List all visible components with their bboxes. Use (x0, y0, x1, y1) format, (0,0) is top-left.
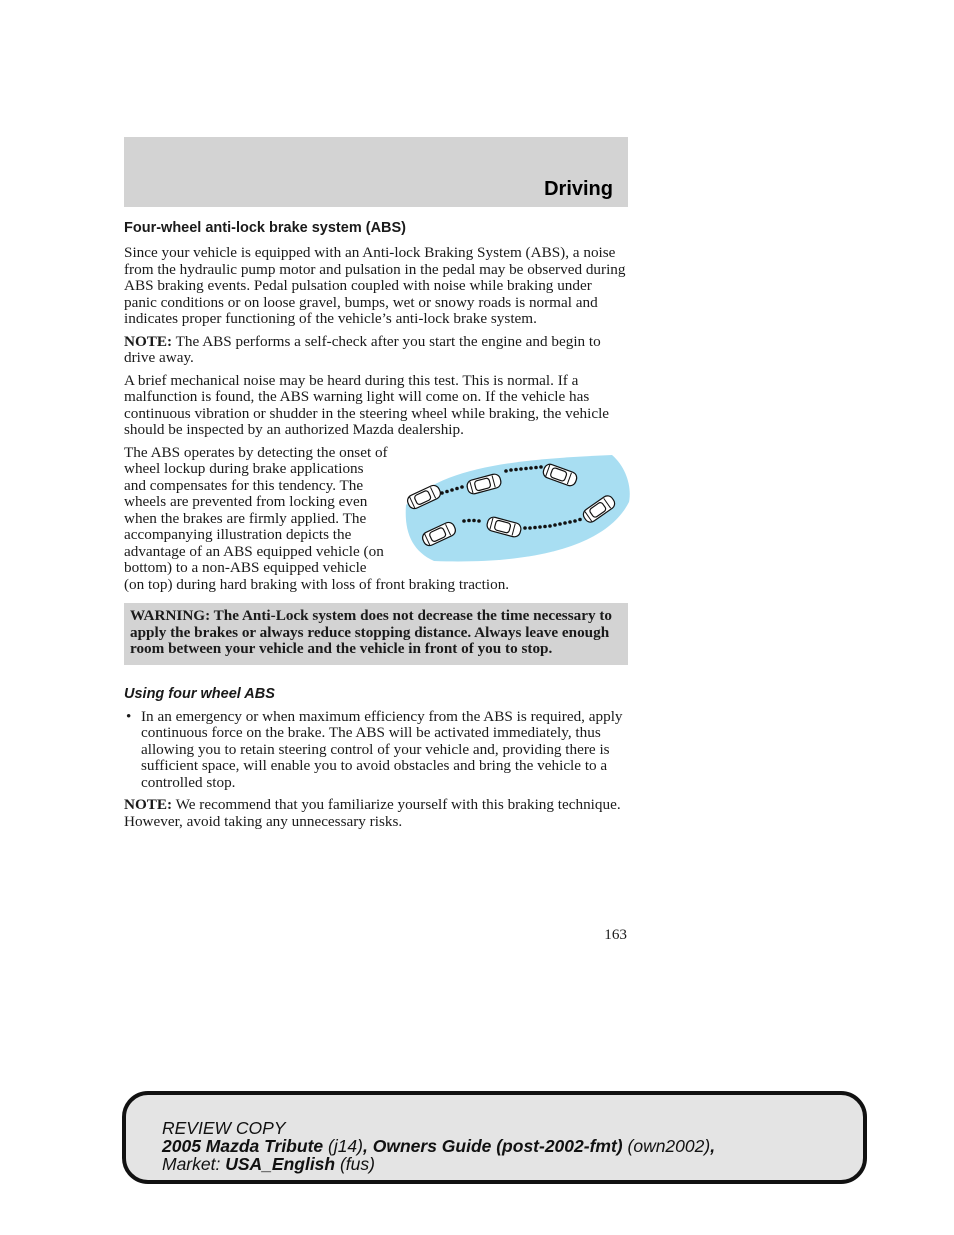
note-technique (124, 797, 628, 830)
dot (548, 524, 552, 528)
using-abs-heading: Using four wheel ABS (124, 685, 275, 702)
dot (524, 466, 528, 470)
note-label: NOTE: (124, 796, 173, 813)
list-item (124, 709, 628, 792)
dot (509, 468, 513, 472)
dot (514, 467, 518, 471)
abs-illustration-svg (394, 447, 634, 572)
dot (528, 526, 532, 530)
note-text: The ABS performs a self-check after you start the engine and begin to drive away. (124, 332, 601, 366)
dot (563, 521, 567, 525)
review-label: REVIEW COPY (162, 1118, 286, 1138)
page-number: 163 (604, 926, 627, 943)
review-copy-text (162, 1119, 715, 1173)
note-self-check (124, 334, 628, 367)
abs-intro-paragraph: Since your vehicle is equipped with an Anti-lock Braking System (ABS), a noise from the hydraulic pump motor and pulsation in the pedal may be observed during ABS braking events. Pedal pulsation coupled with noise while braking under panic conditions or on loose gravel, bumps, wet or snowy roads is normal and indicates proper functioning of the vehicle’s anti-lock brake system. (124, 244, 626, 327)
dot (504, 469, 508, 473)
publication-line (162, 1137, 715, 1155)
dot (553, 523, 557, 527)
separator: , (710, 1136, 716, 1156)
bullet-icon: • (126, 707, 132, 725)
guide-name: Owners Guide (post-2002-fmt) (372, 1136, 623, 1156)
abs-operation-paragraph: The ABS operates by detecting the onset of wheel lockup during brake applications and compensates for this tendency. The wheels are prevented from locking even when the brakes are firmly applied. The accompanying illustration depicts the advantage of an ABS equipped vehicle (on bottom) to a non-ABS equipped vehicle (on top) during hard braking with loss of front braking traction. (124, 443, 510, 593)
dot (529, 466, 533, 470)
abs-illustration (394, 447, 634, 572)
bullet-text: In an emergency or when maximum efficiency from the ABS is required, apply continuous force on the brake. The ABS will be activated immediately, thus allowing you to retain steering control of your vehicle and, providing there is sufficient space, will enable you to avoid obstacles and bring the vehicle to a controlled stop. (141, 707, 623, 791)
market-code: (fus) (335, 1154, 375, 1174)
dot (534, 465, 538, 469)
page-content (124, 219, 628, 836)
note-label: NOTE: (124, 332, 173, 350)
market-label: Market: (162, 1154, 226, 1174)
separator: , (363, 1136, 373, 1156)
dot (467, 518, 471, 522)
section-header-bar (124, 137, 628, 207)
note-text: We recommend that you familiarize yourself with this braking technique. However, avoid taking any unnecessary risks. (124, 796, 621, 830)
dot (462, 519, 466, 523)
dot (455, 486, 459, 490)
dot (543, 524, 547, 528)
dot (523, 526, 527, 530)
section-title: Driving (544, 178, 613, 200)
mechanical-noise-paragraph: A brief mechanical noise may be heard during this test. This is normal. If a malfunction is found, the ABS warning light will come on. If the vehicle has continuous vibration or shudder in the steering wheel while braking, the vehicle should be inspected by an authorized Mazda dealership. (124, 371, 610, 438)
dot (533, 525, 537, 529)
dot (538, 525, 542, 529)
bullet-list (124, 709, 628, 792)
dot (519, 467, 523, 471)
dot (460, 485, 464, 489)
market-name: USA_English (225, 1154, 336, 1174)
warning-box: WARNING: The Anti-Lock system does not decrease the time necessary to apply the brakes or always reduce stopping distance. Always leave enough room between your vehicle and the vehicle in front of you to stop. (124, 603, 628, 665)
dot (450, 488, 454, 492)
guide-code: (own2002) (622, 1136, 711, 1156)
dot (539, 465, 543, 469)
review-copy-box (122, 1091, 867, 1184)
market-line (162, 1155, 715, 1173)
abs-heading: Four-wheel anti-lock brake system (ABS) (124, 220, 407, 236)
dot (578, 517, 582, 521)
model-name: 2005 Mazda Tribute (162, 1136, 324, 1156)
dot (477, 519, 481, 523)
dot (558, 522, 562, 526)
dot (472, 518, 476, 522)
dot (445, 489, 449, 493)
model-code: (j14) (323, 1136, 363, 1156)
dot (573, 519, 577, 523)
dot (568, 520, 572, 524)
